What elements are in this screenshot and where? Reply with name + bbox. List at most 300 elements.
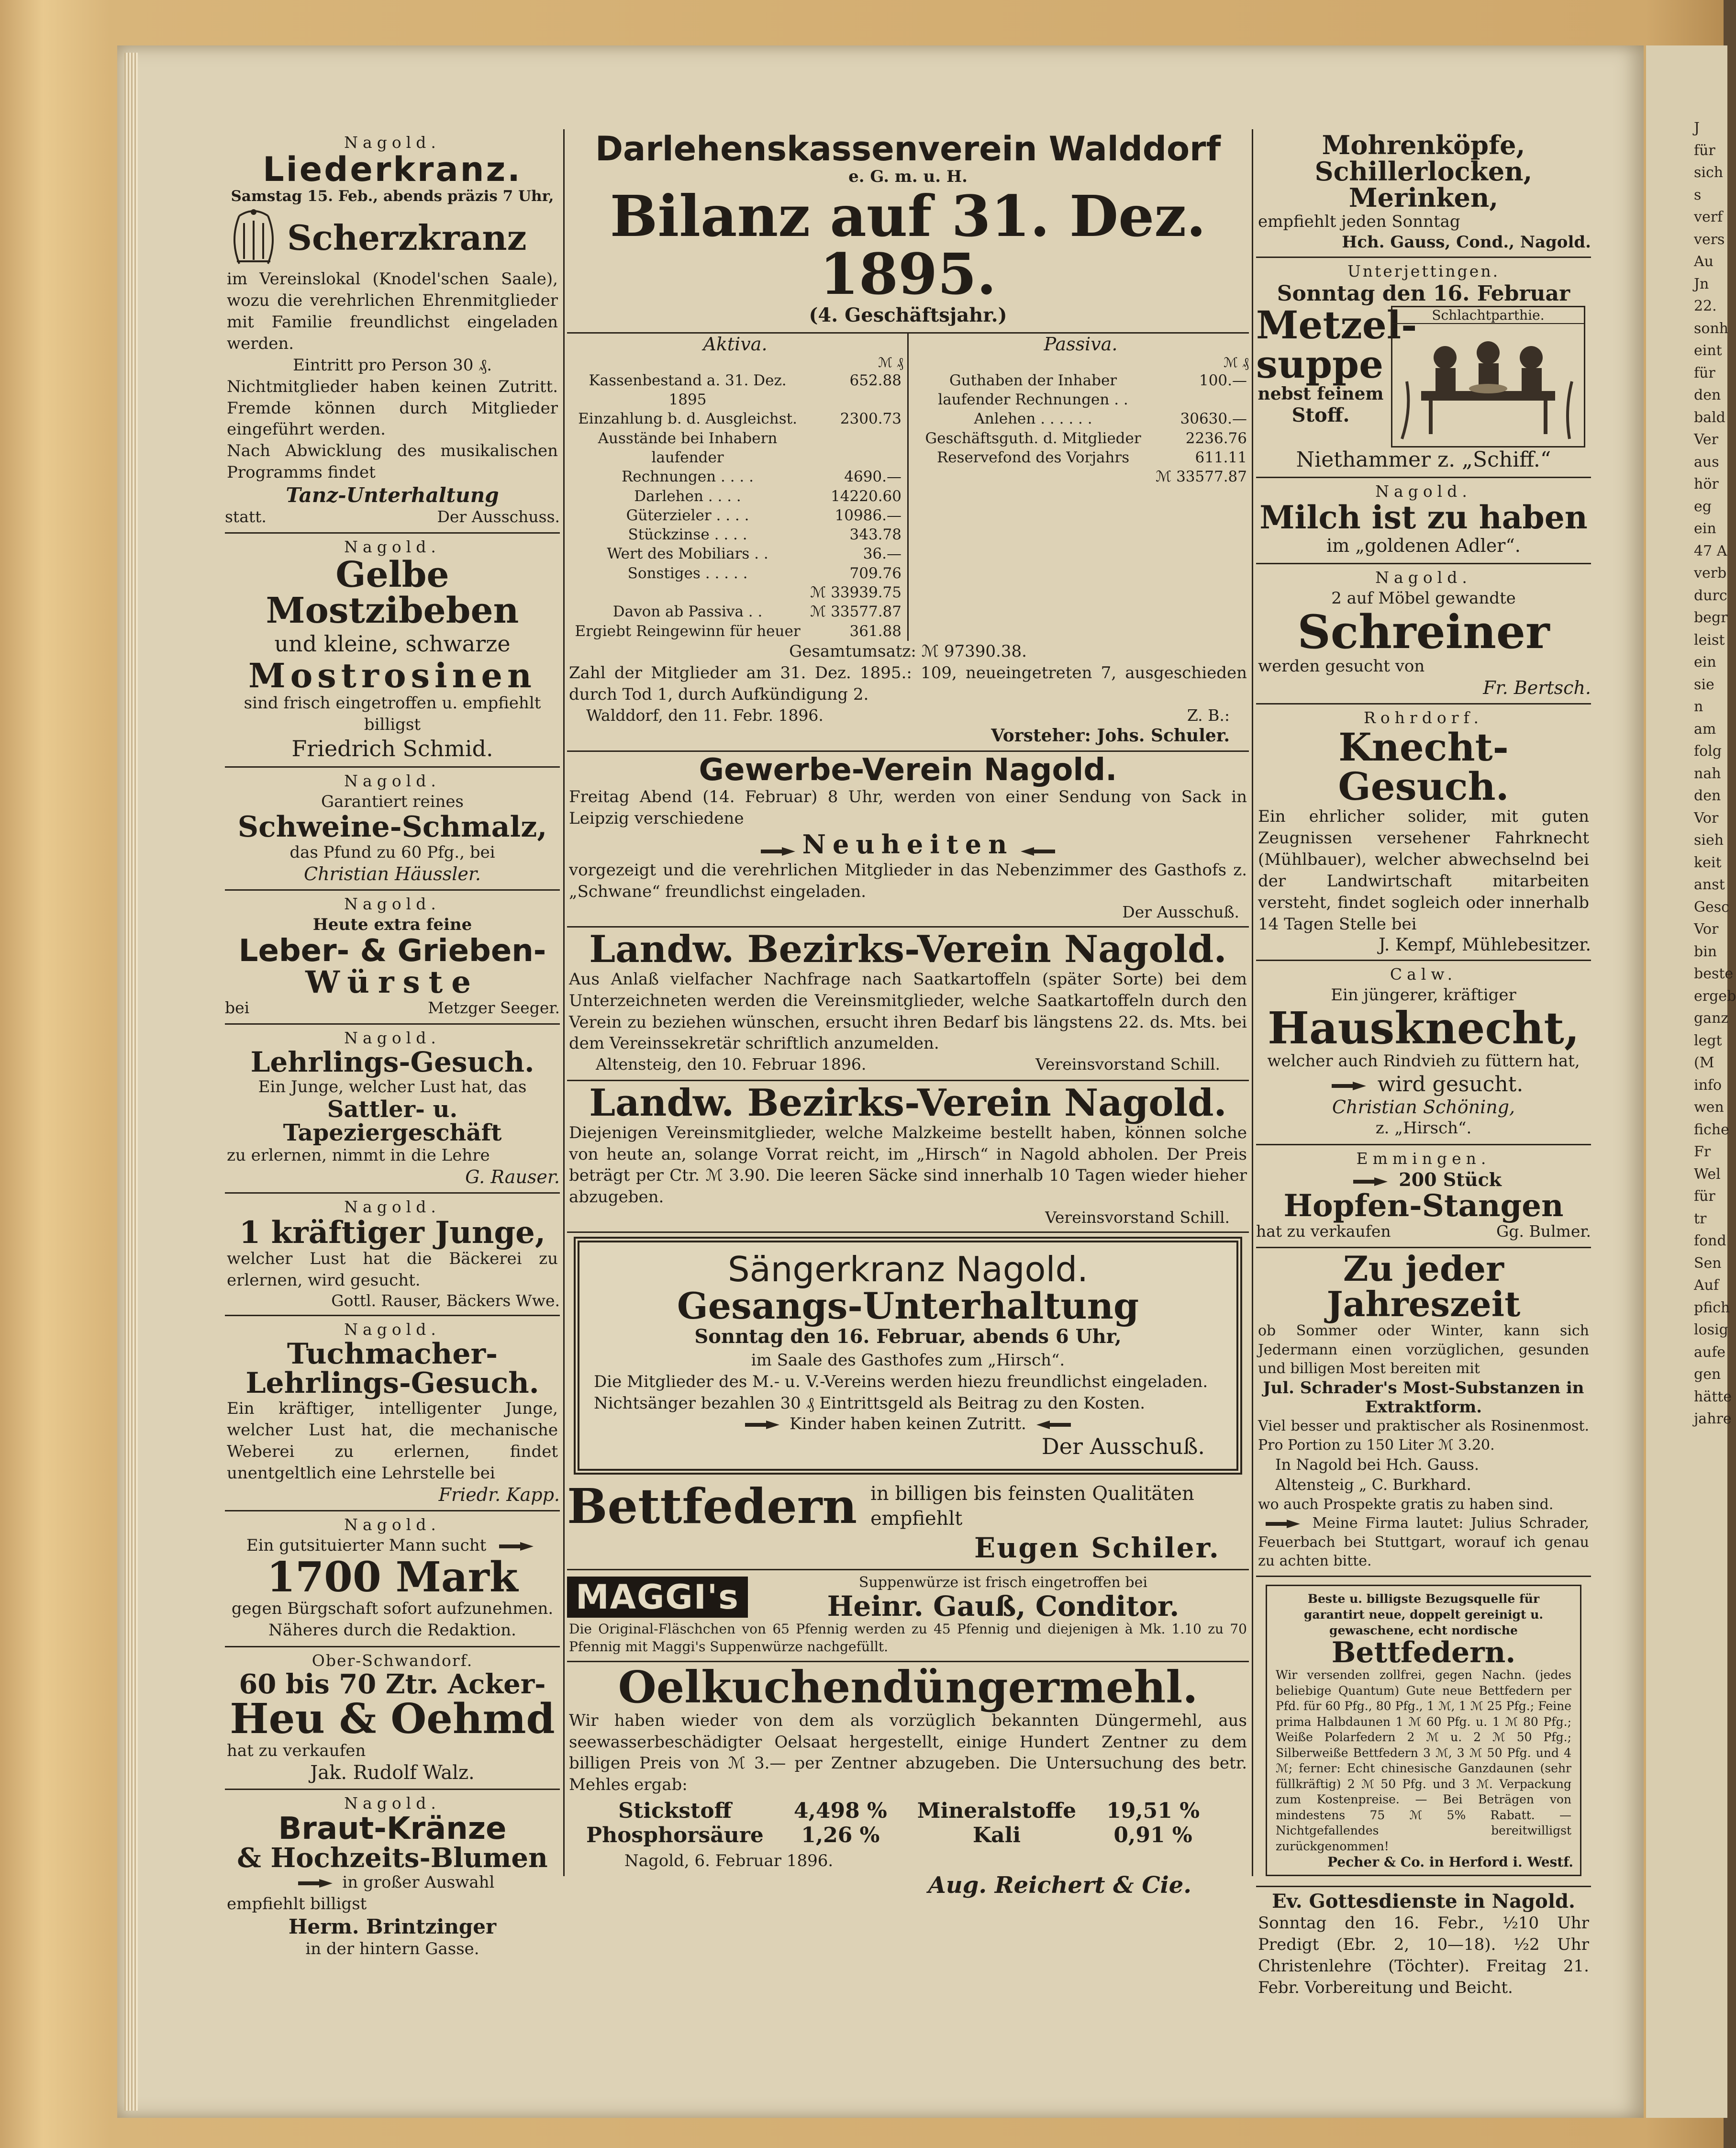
balance-row [567,622,903,641]
ad-date: Walddorf, den 11. Febr. 1896. [586,705,823,725]
column-middle [567,129,1249,1903]
ad-signature: Gottl. Rauser, Bäckers Wwe. [331,1291,560,1310]
text-fragment: fond [1694,1232,1726,1249]
balance-value: 10986.— [835,506,901,524]
ad-bettfedern-schiler [567,1478,1249,1571]
ad-title: Gelbe Mostzibeben [266,554,519,632]
text-fragment: losig [1694,1321,1728,1338]
balance-label: Anlehen . . . . . . [974,410,1092,428]
balance-value: 30630.— [1180,410,1247,428]
ad-text: 2 auf Möbel gewandte [1331,588,1516,608]
ad-title: Knecht-Gesuch. [1338,725,1509,809]
ad-box [1266,1585,1581,1876]
ad-tuchmacher [225,1316,560,1511]
balance-label: Guthaben der Inhaber laufender Rechnungen . . [938,371,1128,409]
ad-place: Nagold. [1375,568,1472,587]
ad-text: Z. B.: [1187,705,1230,725]
balance-value: 652.88 [849,371,901,389]
balance-label: Reservefond des Vorjahrs [936,448,1130,466]
ad-text: Beste u. billigste Bezugsquelle für garantirt neue, doppelt gereinigt u. gewaschene, echt nordische [1303,1591,1544,1637]
balance-row [567,487,903,506]
ad-text: Die Original-Fläschchen von 65 Pfennig werden zu 45 Pfennig und diejenigen à Mk. 1.10 zu 70 Pfennig mit Maggi's Suppenwürze nachgefüllt. [569,1621,1247,1655]
ad-text: Nach Abwicklung des musikalischen Programms findet [227,441,558,482]
balance-label [913,467,1154,486]
column-rule [1252,129,1253,1876]
column-left [225,129,560,1965]
text-fragment: eint [1694,342,1722,359]
ad-kraeftiger-junge [225,1194,560,1316]
analysis-label: Mineralstoffe [917,1799,1077,1824]
ad-hopfenstangen [1256,1145,1591,1248]
ad-signature: Fr. Bertsch. [1483,677,1591,699]
ad-text: Ein Junge, welcher Lust hat, das [258,1077,527,1097]
text-fragment: den [1694,387,1721,403]
ad-title: suppe [1256,341,1383,387]
ad-text: vorgezeigt und die verehrlichen Mitglieder in das Nebenzimmer des Gasthofs z. „Schwane“ freundlichst eingeladen. [569,861,1247,902]
next-page-fragment [1646,45,1736,2118]
ad-text: gegen Bürgschaft sofort aufzunehmen. Näheres durch die Redaktion. [231,1599,554,1640]
ad-place: Calw. [1390,964,1458,984]
balance-value: 14220.60 [831,487,901,505]
balance-row [567,429,903,468]
ad-milch [1256,478,1591,564]
ad-pecher-bettfedern [1256,1577,1591,1887]
balance-row [913,448,1249,467]
ad-text: Zahl der Mitglieder am 31. Dez. 1895.: 109, neueingetreten 7, ausgeschieden durch Tod 1, durch Aufkündigung 2. [569,663,1247,704]
ad-place: Emmingen. [1356,1149,1491,1168]
analysis-value: 19,51 % [1106,1799,1200,1824]
ad-text: Diejenigen Vereinsmitglieder, welche Malzkeime bestellt haben, können solche von heute an, solange Vorrat reicht, im „Hirsch“ in Nagold abholen. Der Preis beträgt per Ctr. ℳ 3.90. Die leeren Säcke sind innerhalb 10 Tagen wieder hieher abzugeben. [569,1123,1247,1207]
aktiva-heading: Aktiva. [703,333,768,355]
text-fragment: legt [1694,1032,1722,1049]
text-fragment: ergeb [1694,987,1736,1005]
ad-text: zu erlernen, nimmt in die Lehre [227,1145,490,1165]
text-fragment: aufe [1694,1343,1726,1361]
ad-text: 200 Stück [1399,1169,1502,1191]
ad-title: 1 kräftiger Junge, [239,1214,546,1251]
ad-text: Ein ehrlicher solider, mit guten Zeugnissen versehener Fahrknecht (Mühlbauer), welcher abwechselnd bei der Landwirtschaft mitarbeiten versteht, findet sogleich oder innerhalb 14 Tagen Stelle bei [1258,807,1589,934]
balance-row [913,371,1249,410]
text-fragment: wen [1694,1099,1724,1116]
ad-signature: Christian Schöning, [1332,1096,1515,1118]
balance-value: 2300.73 [840,410,901,428]
balance-row [913,467,1249,486]
text-fragment: leist [1694,631,1725,649]
ad-text: Heute extra feine [312,915,472,934]
ad-title: Tuchmacher- [287,1337,498,1371]
ad-signature: Gg. Bulmer. [1496,1222,1591,1241]
ad-place: Ober-Schwandorf. [312,1651,473,1670]
balance-row [567,583,903,602]
ad-title: Bettfedern. [1331,1635,1516,1669]
text-fragment: info [1694,1076,1722,1094]
ad-text: Stoff. [1291,404,1350,427]
balance-row [567,564,903,583]
ad-schreiner [1256,564,1591,705]
ad-title: Leber- & Grieben- [238,933,546,969]
ad-oelkuchenduengermehl [567,1662,1249,1903]
balance-label [567,583,808,602]
ad-place: Nagold. [344,894,441,913]
lyre-icon [225,206,282,268]
balance-value: ℳ 33939.75 [810,584,901,602]
ad-text: in der hintern Gasse. [305,1939,479,1958]
ad-title: Darlehenskassenverein Walddorf [595,129,1221,168]
ad-text: (4. Geschäftsjahr.) [809,303,1007,326]
ad-title: Schweine-Schmalz, [237,810,547,844]
text-fragment: hätte [1694,1388,1732,1405]
text-fragment: Sen [1694,1254,1722,1272]
pointing-hand-icon [1350,1175,1388,1188]
ad-text: Ein kräftiger, intelligenter Junge, welcher Lust hat, die mechanische Weberei zu erlernen, findet unentgeltlich eine Lehrstelle bei [227,1399,558,1483]
ad-title: Schreiner [1297,605,1550,660]
pointing-hand-icon [1329,1080,1366,1092]
ad-title: Braut-Kränze [278,1811,507,1846]
ad-text: Garantiert reines [321,792,464,811]
analysis-value: 1,26 % [801,1823,880,1848]
ad-landw-verein-2 [567,1081,1249,1233]
balance-row [567,525,903,544]
ad-text: im Saale des Gasthofes zum „Hirsch“. [751,1350,1065,1370]
balance-value: 343.78 [849,526,901,544]
ad-date: Altensteig, den 10. Februar 1896. [596,1055,867,1074]
balance-label: Wert des Mobiliars . . [607,545,768,563]
balance-row [567,544,903,563]
ad-text: hat zu verkaufen [1256,1222,1391,1241]
text-fragment: (M [1694,1054,1714,1071]
ad-landw-verein-1 [567,928,1249,1081]
balance-value: ℳ 33577.87 [810,603,901,621]
text-fragment: begr [1694,609,1728,626]
text-fragment: pfich [1694,1299,1730,1316]
ad-title: Liederkranz. [263,150,522,189]
ad-text: Nichtmitglieder haben keinen Zutritt. Fremde können durch Mitglieder eingeführt werden. [227,377,558,439]
slaughter-party-illustration [1391,306,1585,448]
analysis-label: Stickstoff [618,1799,732,1824]
ad-text: Suppenwürze ist frisch eingetroffen bei [858,1574,1147,1591]
text-fragment: jahre [1694,1410,1732,1427]
maggi-logo: MAGGI's [567,1577,748,1618]
ad-place: Nagold. [344,1515,441,1534]
column-right [1256,129,1591,2003]
balance-row [567,602,903,621]
ad-text: welcher auch Rindvieh zu füttern hat, [1267,1052,1580,1071]
text-fragment: gen [1694,1366,1721,1383]
text-fragment: sieh [1694,832,1724,849]
ad-signature: Der Ausschuß. [1041,1433,1205,1459]
text-fragment: keit [1694,854,1722,871]
ad-signature: Christian Häussler. [304,863,481,884]
ad-signature: Herm. Brintzinger [288,1914,497,1938]
balance-row [913,429,1249,448]
ad-text: das Pfund zu 60 Pfg., bei [289,842,495,862]
text-fragment: ein [1694,654,1716,671]
ad-title: Ev. Gottesdienste in Nagold. [1272,1890,1575,1913]
column-rule [563,129,565,1876]
ad-place: Nagold. [344,133,441,152]
ad-title: 1700 Mark [267,1553,518,1601]
pointing-hand-icon [1263,1518,1300,1530]
pointing-hand-icon [742,1419,779,1431]
text-fragment: J [1694,120,1700,136]
ad-signature: Eugen Schiler. [974,1532,1220,1565]
balance-label: Kassenbestand a. 31. Dez. 1895 [589,371,787,409]
text-fragment: verf [1694,209,1723,225]
ad-text: Freitag Abend (14. Februar) 8 Uhr, werden von einer Sendung von Sack in Leipzig verschiedene [569,787,1247,828]
pointing-hand-icon [496,1540,534,1553]
ad-text: Nichtsänger bezahlen 30 ₰ Eintrittsgeld als Beitrag zu den Kosten. [594,1393,1146,1413]
ad-text: e. G. m. u. H. [848,167,968,187]
text-fragment: nah [1694,765,1721,782]
ad-title: Lehrlings-Gesuch. [250,1045,534,1078]
ad-text: Wir haben wieder von dem als vorzüglich bekannten Düngermehl, aus seewasserbeschädigter Oelsaat hergestellt, einige Hundert Zentner zu dem billigen Preis von ℳ 3.— per Zentner abzugeben. Die Untersuchung des betr. Mehles ergab: [569,1711,1247,1795]
passiva-table [913,371,1249,487]
ad-bilanz-walddorf [567,129,1249,752]
ad-title: Bilanz auf 31. Dez. 1895. [610,183,1206,307]
balance-value: 100.— [1199,371,1247,389]
ad-highlight: Neuheiten [802,829,1014,860]
ad-place: Nagold. [344,1320,441,1339]
pointing-hand-icon [295,1877,333,1890]
balance-value: 2236.76 [1185,429,1247,447]
ad-text: sind frisch eingetroffen u. empfiehlt billigst [244,693,541,734]
balance-value: 709.76 [849,564,901,582]
illustration-banner: Schlachtparthie. [1392,307,1584,324]
ad-metzelsuppe [1256,258,1591,478]
ad-title: Metzel- [1256,302,1417,348]
text-fragment: bald [1694,409,1725,426]
ad-text: in billigen bis feinsten Qualitäten empfiehlt [870,1482,1194,1530]
ad-signature: G. Rauser. [465,1166,560,1187]
ad-place: Nagold. [344,1028,441,1047]
ad-signature: Der Ausschuss. [437,507,560,526]
text-fragment: Auf [1694,1277,1719,1294]
text-fragment: sonh [1694,320,1729,337]
ad-place: Rohrdorf. [1363,708,1484,727]
text-fragment: für [1694,364,1715,381]
ad-title: & Hochzeits-Blumen [237,1842,548,1874]
ad-title: Heinr. Gauß, Conditor. [827,1589,1180,1622]
ad-text: Ein jüngerer, kräftiger [1331,985,1516,1005]
ad-lehrlingsgesuch [225,1025,560,1194]
ad-text: Wir versenden zollfrei, gegen Nachn. (jedes beliebige Quantum) Gute neue Bettfedern per Pfd. für 60 Pfg., 80 Pfg., 1 ℳ, 1 ℳ 25 Pfg.; Feine prima Halbdaunen 1 ℳ 60 Pfg. u. 1 ℳ 80 Pfg.; Weiße Polarfedern 2 ℳ u. 2 ℳ 50 Pfg.; Silberweiße Bettfedern 3 ℳ, 3 ℳ 50 Pfg. und 4 ℳ; ferner: Echt chinesische Ganzdaunen (sehr füllkräftig) 2 ℳ 50 Pfg. und 3 ℳ. Verpackung zum Kostenpreise. — Bei Beträgen von mindestens 75 ℳ 5% Rabatt. — Nichtgefallendes bereitwilligst zurückgenommen! [1276,1668,1571,1853]
ad-text: In Nagold bei Hch. Gauss. [1275,1455,1480,1474]
currency-header: ℳ ₰ [878,354,903,370]
balance-row [567,506,903,525]
analysis-label: Phosphorsäure [586,1823,764,1848]
balance-label: Ausstände bei Inhabern laufender [598,429,778,466]
ad-place: Nagold. [344,1197,441,1216]
ad-knecht-gesuch [1256,705,1591,961]
text-fragment: Wel [1694,1165,1721,1183]
ad-text: Viel besser und praktischer als Rosinenmost. Pro Portion zu 150 Liter ℳ 3.20. [1258,1417,1589,1454]
balance-label: Stückzinse . . . . [628,526,747,544]
ad-date: Sonntag den 16. Februar [1277,281,1570,306]
text-fragment: Gesc [1694,898,1729,916]
ad-highlight: Tanz-Unterhaltung [286,483,499,507]
pointing-hand-icon [758,845,795,858]
ad-text: nebst feinem [1257,384,1384,404]
ad-hausknecht [1256,961,1591,1145]
ad-signature: Vereinsvorstand Schill. [1035,1055,1220,1074]
ad-text: und kleine, schwarze [274,630,511,657]
ad-title: Gewerbe-Verein Nagold. [699,752,1117,788]
ad-wuerste [225,891,560,1025]
text-fragment: 22. [1694,298,1717,314]
text-fragment: ein [1694,520,1716,537]
balance-value: 4690.— [844,468,901,486]
text-fragment: für [1694,142,1715,159]
ad-title: Milch ist zu haben [1259,499,1588,537]
ad-place: Unterjettingen. [1347,262,1500,281]
ad-signature: Aug. Reichert & Cie. [928,1872,1191,1899]
text-fragment: fiche [1694,1121,1729,1138]
balance-row [567,371,903,410]
ad-text: empfiehlt jeden Sonntag [1258,212,1460,232]
ad-brautkraenze [225,1790,560,1965]
ad-place: Nagold. [344,771,441,790]
balance-value: ℳ 33577.87 [1156,468,1247,486]
ad-event: Scherzkranz [287,217,527,258]
ad-title: Sattler- u. Tapeziergeschäft [283,1096,502,1146]
ad-title: 60 bis 70 Ztr. Acker- [239,1668,546,1700]
ad-text: werden gesucht von [1258,657,1425,676]
ad-text: ob Sommer oder Winter, kann sich Jedermann einen vorzüglichen, gesunden und billigen Most bereiten mit [1258,1322,1589,1377]
analysis-value: 4,498 % [793,1799,887,1824]
balance-value [808,429,903,468]
text-fragment: Ver [1694,431,1719,448]
ad-gottesdienste [1256,1887,1591,2003]
pointing-hand-icon [1036,1419,1074,1431]
ad-title: Bettfedern [567,1478,857,1535]
ad-text: wird gesucht. [1377,1072,1524,1097]
ad-title: Landw. Bezirks-Verein Nagold. [589,1081,1227,1125]
balance-row [913,409,1249,428]
text-fragment: sich [1694,164,1724,181]
ad-text: in großer Auswahl [342,1873,495,1892]
ad-title: Heu & Oehmd [230,1695,555,1744]
ad-signature: Niethammer z. „Schiff.“ [1296,448,1551,472]
ad-title: Merinken, [1348,182,1499,213]
ad-text: hat zu verkaufen [227,1741,366,1760]
ad-title: Gesangs-Unterhaltung [677,1284,1139,1327]
ad-text: Sonntag den 16. Febr., ½10 Uhr Predigt (Ebr. 2, 10—18). ½2 Uhr Christenlehre (Töchter). Freitag 21. Febr. Vorbereitung und Beicht. [1258,1913,1589,1997]
ad-text: z. „Hirsch“. [1375,1119,1472,1138]
ad-liederkranz [225,129,560,534]
ad-signature: Vorsteher: Johs. Schuler. [991,726,1230,746]
ad-text: im Vereinslokal (Knodel'schen Saale), wozu die verehrlichen Ehrenmitglieder mit Familie freundlichst eingeladen werden. [227,269,558,353]
ad-text: Ein gutsituierter Mann sucht [246,1535,487,1555]
text-fragment: eg [1694,498,1712,515]
text-fragment: beste [1694,965,1734,982]
ad-signature: Friedr. Kapp. [438,1484,560,1505]
ad-text: bei [225,998,250,1018]
text-fragment: Vor [1694,921,1719,938]
ad-saengerkranz [574,1237,1242,1474]
ad-maggi [567,1570,1249,1662]
ad-place: Nagold. [1375,482,1472,501]
ad-title: Mohrenköpfe, [1322,130,1525,160]
ad-text: Meine Firma lautet: Julius Schrader, Feuerbach bei Stuttgart, worauf ich genau zu achten bitte. [1258,1515,1589,1570]
analysis-value: 0,91 % [1113,1823,1192,1848]
ad-signature: Vereinsvorstand Schill. [1045,1208,1230,1227]
ad-signature: Jak. Rudolf Walz. [310,1761,475,1784]
text-fragment: tr [1694,1210,1707,1227]
balance-value: 36.— [863,545,901,563]
ad-text: im „goldenen Adler“. [1326,535,1521,557]
text-fragment: bin [1694,943,1717,960]
aktiva-table [567,371,903,641]
text-fragment: Jn [1694,275,1709,292]
ad-title: Mostrosinen [248,655,536,695]
balance-value: 611.11 [1195,448,1247,466]
balance-label: Rechnungen . . . . [622,468,754,486]
ad-signature: Friedrich Schmid. [291,735,493,761]
next-page-text [1646,45,1736,1431]
text-fragment: am [1694,720,1716,738]
balance-label: Ergiebt Reingewinn für heuer [575,622,801,640]
balance-label: Sonstiges . . . . . [627,564,748,582]
ad-heu-oehmd [225,1647,560,1790]
ad-text: Aus Anlaß vielfacher Nachfrage nach Saatkartoffeln (später Sorte) bei dem Unterzeichneten werden die Vereinsmitglieder, welche Saatkartoffeln durch den Verein zu beziehen wünschen, ersucht ihren Bedarf bis längstens 22. ds. Mts. bei dem Vereinssekretär schriftlich anzumelden. [569,969,1247,1053]
ad-date: Sonntag den 16. Februar, abends 6 Uhr, [694,1325,1122,1348]
text-fragment: für [1694,1188,1715,1205]
ad-text: welcher Lust hat die Bäckerei zu erlernen, wird gesucht. [227,1249,558,1290]
text-fragment: Au [1694,253,1714,270]
ad-signature: Pecher & Co. in Herford i. Westf. [1327,1854,1573,1870]
ad-mohrenkoepfe [1256,129,1591,258]
ad-signature: Metzger Seeger. [428,998,560,1018]
table-scene-icon [1392,324,1584,444]
ad-date: Samstag 15. Feb., abends präzis 7 Uhr, [231,188,554,205]
ad-jahreszeit-most [1256,1248,1591,1577]
ad-gewerbe-verein [567,752,1249,928]
ad-title: Sängerkranz Nagold. [727,1249,1089,1290]
ad-1700-mark [225,1511,560,1647]
ad-title: Hausknecht, [1268,1002,1580,1054]
balance-label: Darlehen . . . . [634,487,741,505]
ad-title: Hopfen-Stangen [1283,1188,1564,1224]
ad-title: Schillerlocken, [1314,156,1533,187]
ad-text: Eintritt pro Person 30 ₰. [292,355,492,375]
text-fragment: vers [1694,231,1725,248]
ad-title: Landw. Bezirks-Verein Nagold. [589,928,1227,972]
text-fragment: hör [1694,476,1719,492]
text-fragment: s [1694,186,1702,203]
text-fragment: aus [1694,453,1719,470]
ad-text: Gesamtumsatz: ℳ 97390.38. [789,641,1027,661]
text-fragment: durc [1694,587,1727,604]
text-fragment: den [1694,787,1721,804]
ad-highlight: Jul. Schrader's Most-Substanzen in Extraktform. [1263,1378,1584,1417]
text-fragment: verb [1694,565,1727,582]
balance-value: 361.88 [849,622,901,640]
ad-date: Nagold, 6. Februar 1896. [624,1851,834,1871]
ad-title: Würste [305,964,479,1000]
page-stack-edge [124,53,138,2111]
ad-text: statt. [225,507,267,526]
balance-label: Davon ab Passiva . . [612,603,763,621]
analysis-label: Kali [972,1823,1021,1848]
ad-place: Nagold. [344,1793,441,1812]
balance-label: Einzahlung b. d. Ausgleichst. [578,410,797,428]
ad-title: Zu jeder Jahreszeit [1326,1248,1521,1324]
ad-title: Lehrlings-Gesuch. [245,1366,539,1400]
ad-text: wo auch Prospekte gratis zu haben sind. [1258,1496,1554,1513]
text-fragment: anst [1694,876,1725,893]
text-fragment: folg [1694,743,1722,760]
ad-text: Die Mitglieder des M.- u. V.-Vereins werden hiezu freundlichst eingeladen. [594,1372,1208,1391]
